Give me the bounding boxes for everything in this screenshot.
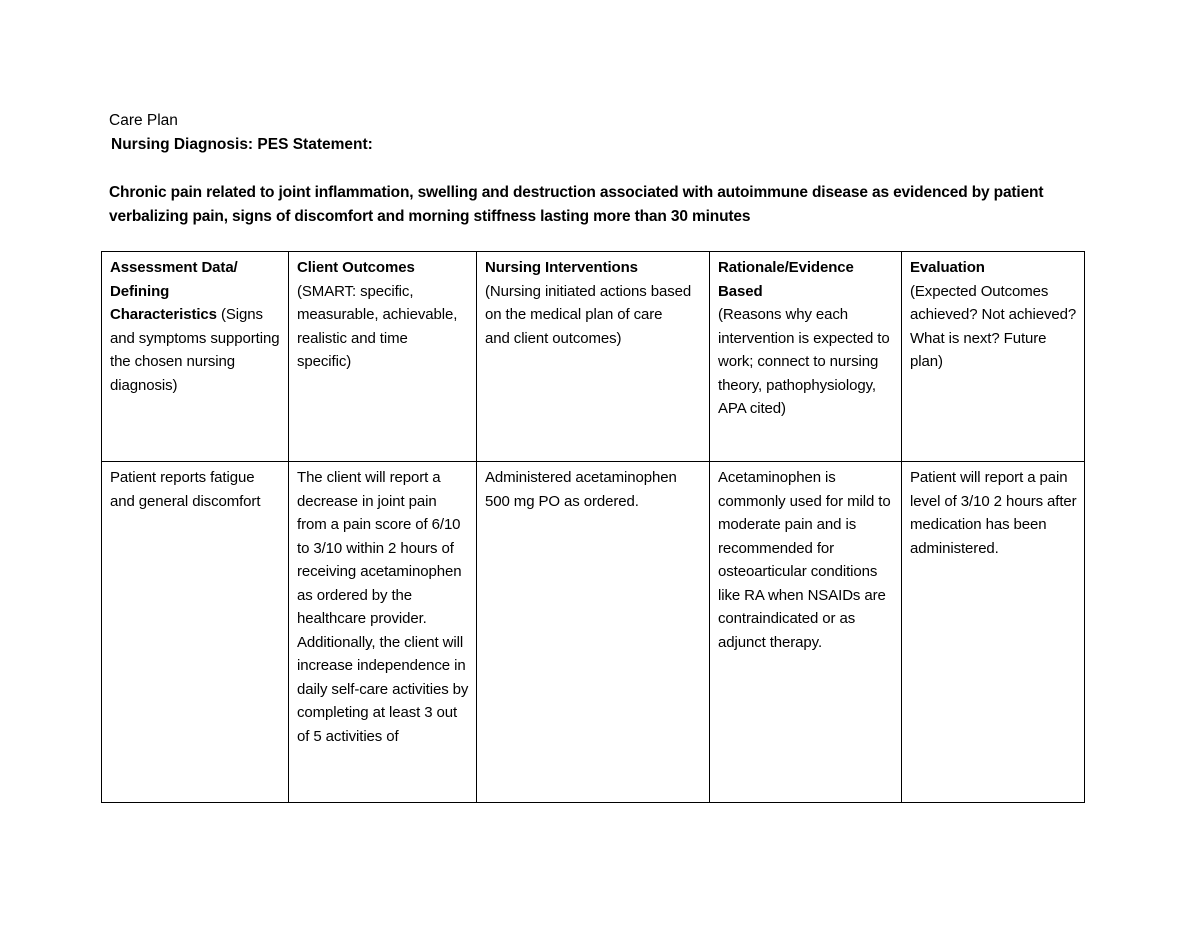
cell-rationale: Acetaminophen is commonly used for mild to moderate pain and is recommended for osteoarticular conditions like RA when NSAIDs are contraindicated or as adjunct therapy. <box>710 462 902 803</box>
cell-assessment: Patient reports fatigue and general discomfort <box>102 462 289 803</box>
header-rationale-detail: (Reasons why each intervention is expected to work; connect to nursing theory, pathophysiology, APA cited) <box>718 306 890 417</box>
cell-interventions: Administered acetaminophen 500 mg PO as ordered. <box>477 462 710 803</box>
header-assessment-title: Assessment Data/ Defining Characteristics <box>110 259 238 323</box>
header-evaluation <box>902 252 1085 462</box>
header-evaluation-detail: (Expected Outcomes achieved? Not achieved? What is next? Future plan) <box>910 282 1077 370</box>
nursing-diagnosis-label: Nursing Diagnosis: PES Statement: <box>111 136 373 153</box>
header-assessment-detail: (Signs and symptoms supporting the chosen nursing diagnosis) <box>110 306 280 394</box>
header-rationale <box>710 252 902 462</box>
header-nursing-interventions-detail: (Nursing initiated actions based on the medical plan of care and client outcomes) <box>485 282 692 347</box>
header-client-outcomes-detail: (SMART: specific, measurable, achievable, realistic and time specific) <box>297 282 458 370</box>
cell-evaluation: Patient will report a pain level of 3/10 2 hours after medication has been administered. <box>902 462 1085 803</box>
header-evaluation-title: Evaluation <box>910 259 985 276</box>
pes-statement: Chronic pain related to joint inflammation, swelling and destruction associated with autoimmune disease as evidenced by patient verbalizing pain, signs of discomfort and morning stiffness lasting more than 30 minutes <box>109 184 1044 225</box>
header-client-outcomes <box>289 252 477 462</box>
header-rationale-title: Rationale/Evidence Based <box>718 259 854 300</box>
table-row <box>102 462 1085 803</box>
header-assessment <box>102 252 289 462</box>
cell-outcomes: The client will report a decrease in joint pain from a pain score of 6/10 to 3/10 within 2 hours of receiving acetaminophen as ordered by the healthcare provider. Additionally, the client will increase independence in daily self-care activities by completing at least 3 out of 5 activities of <box>289 462 477 803</box>
header-client-outcomes-title: Client Outcomes <box>297 259 415 276</box>
care-plan-table <box>101 251 1085 803</box>
table-header-row <box>102 252 1085 462</box>
document-title: Care Plan <box>109 112 178 129</box>
header-nursing-interventions <box>477 252 710 462</box>
header-nursing-interventions-title: Nursing Interventions <box>485 259 638 276</box>
